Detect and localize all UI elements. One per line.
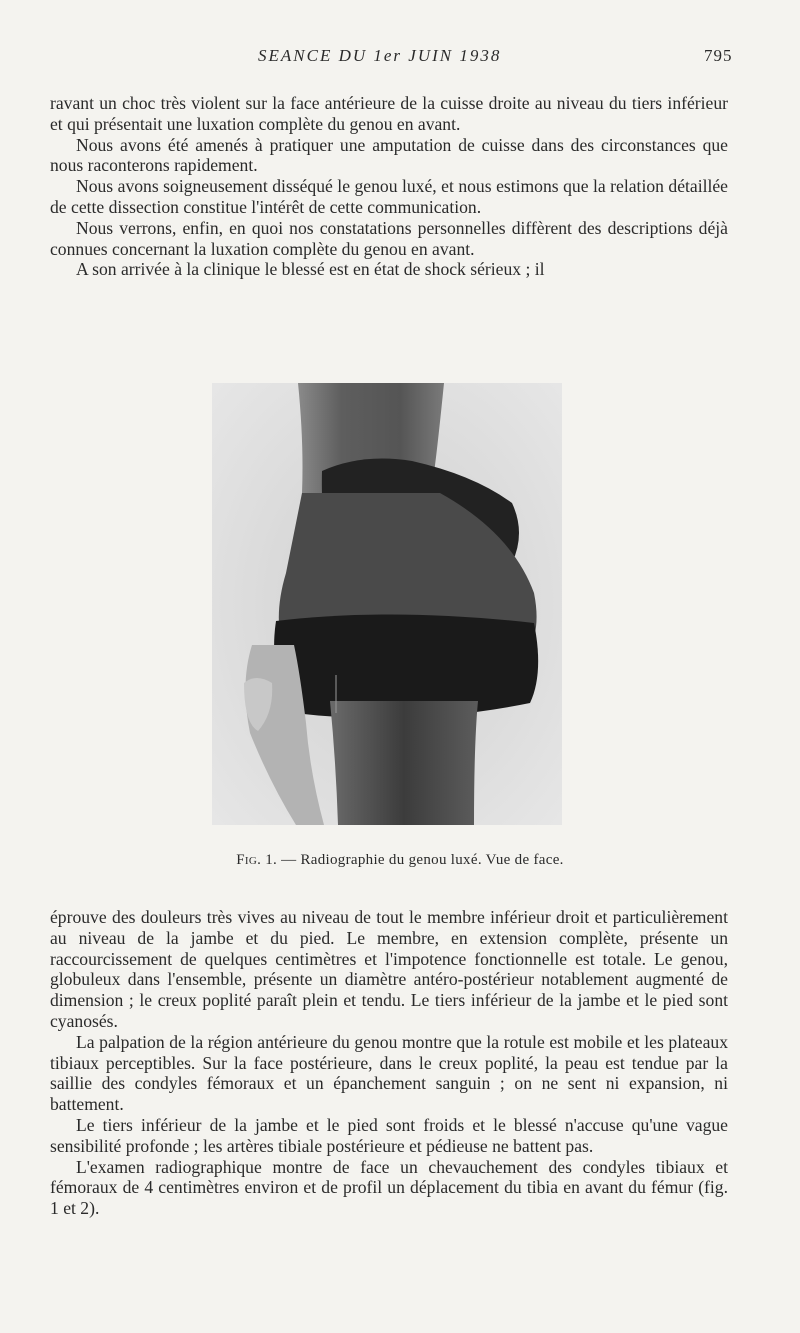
paragraph: Nous avons été amenés à pratiquer une amputation de cuisse dans des circonstances que nous raconterons rapidement. [50, 134, 728, 176]
paragraph: Nous avons soigneusement disséqué le genou luxé, et nous estimons que la relation détaillée de cette dissection constitue l'intérêt de cette communication. [50, 176, 728, 217]
bottom-text-block [50, 907, 728, 1219]
page-number: 795 [704, 46, 733, 65]
paragraph: L'examen radiographique montre de face un chevauchement des condyles tibiaux et fémoraux de 4 centimètres environ et de profil un déplacement du tibia en avant du fémur (fig. 1 et 2). [50, 1156, 728, 1219]
paragraph: Nous verrons, enfin, en quoi nos constatations personnelles diffèrent des descriptions déjà connues concernant la luxation complète du genou en avant. [50, 217, 728, 259]
figure-caption-text: — Radiographie du genou luxé. Vue de face. [277, 852, 564, 868]
figure-caption [0, 852, 800, 869]
paragraph: ravant un choc très violent sur la face antérieure de la cuisse droite au niveau du tiers inférieur et qui présentait une luxation complète du genou en avant. [50, 93, 728, 134]
paragraph: La palpation de la région antérieure du genou montre que la rotule est mobile et les plateaux tibiaux perceptibles. Sur la face postérieure, dans le creux poplité, la peau est tendue par la saillie des condyles fémoraux et un épanchement sanguin ; on ne sent ni expansion, ni battement. [50, 1031, 728, 1115]
page-header [0, 46, 800, 72]
radiograph-drawing [212, 383, 562, 825]
paragraph: éprouve des douleurs très vives au niveau de tout le membre inférieur droit et particulièrement au niveau de la jambe et du pied. Le membre, en extension complète, présente un raccourcissement de quelques centimètres et l'impotence fonctionnelle est totale. Le genou, globuleux dans l'ensemble, présente un diamètre antéro-postérieur notablement augmenté de dimension ; le creux poplité paraît plein et tendu. Le tiers inférieur de la jambe et le pied sont cyanosés. [50, 907, 728, 1031]
figure-label: Fig. 1. [236, 852, 278, 868]
top-text-block [50, 93, 728, 280]
paragraph: Le tiers inférieur de la jambe et le pied sont froids et le blessé n'accuse qu'une vague sensibilité profonde ; les artères tibiale postérieure et pédieuse ne battent pas. [50, 1114, 728, 1156]
knee-radiograph-image [212, 383, 562, 825]
running-title: SEANCE DU 1er JUIN 1938 [258, 46, 502, 65]
paragraph: A son arrivée à la clinique le blessé est en état de shock sérieux ; il [76, 259, 545, 280]
